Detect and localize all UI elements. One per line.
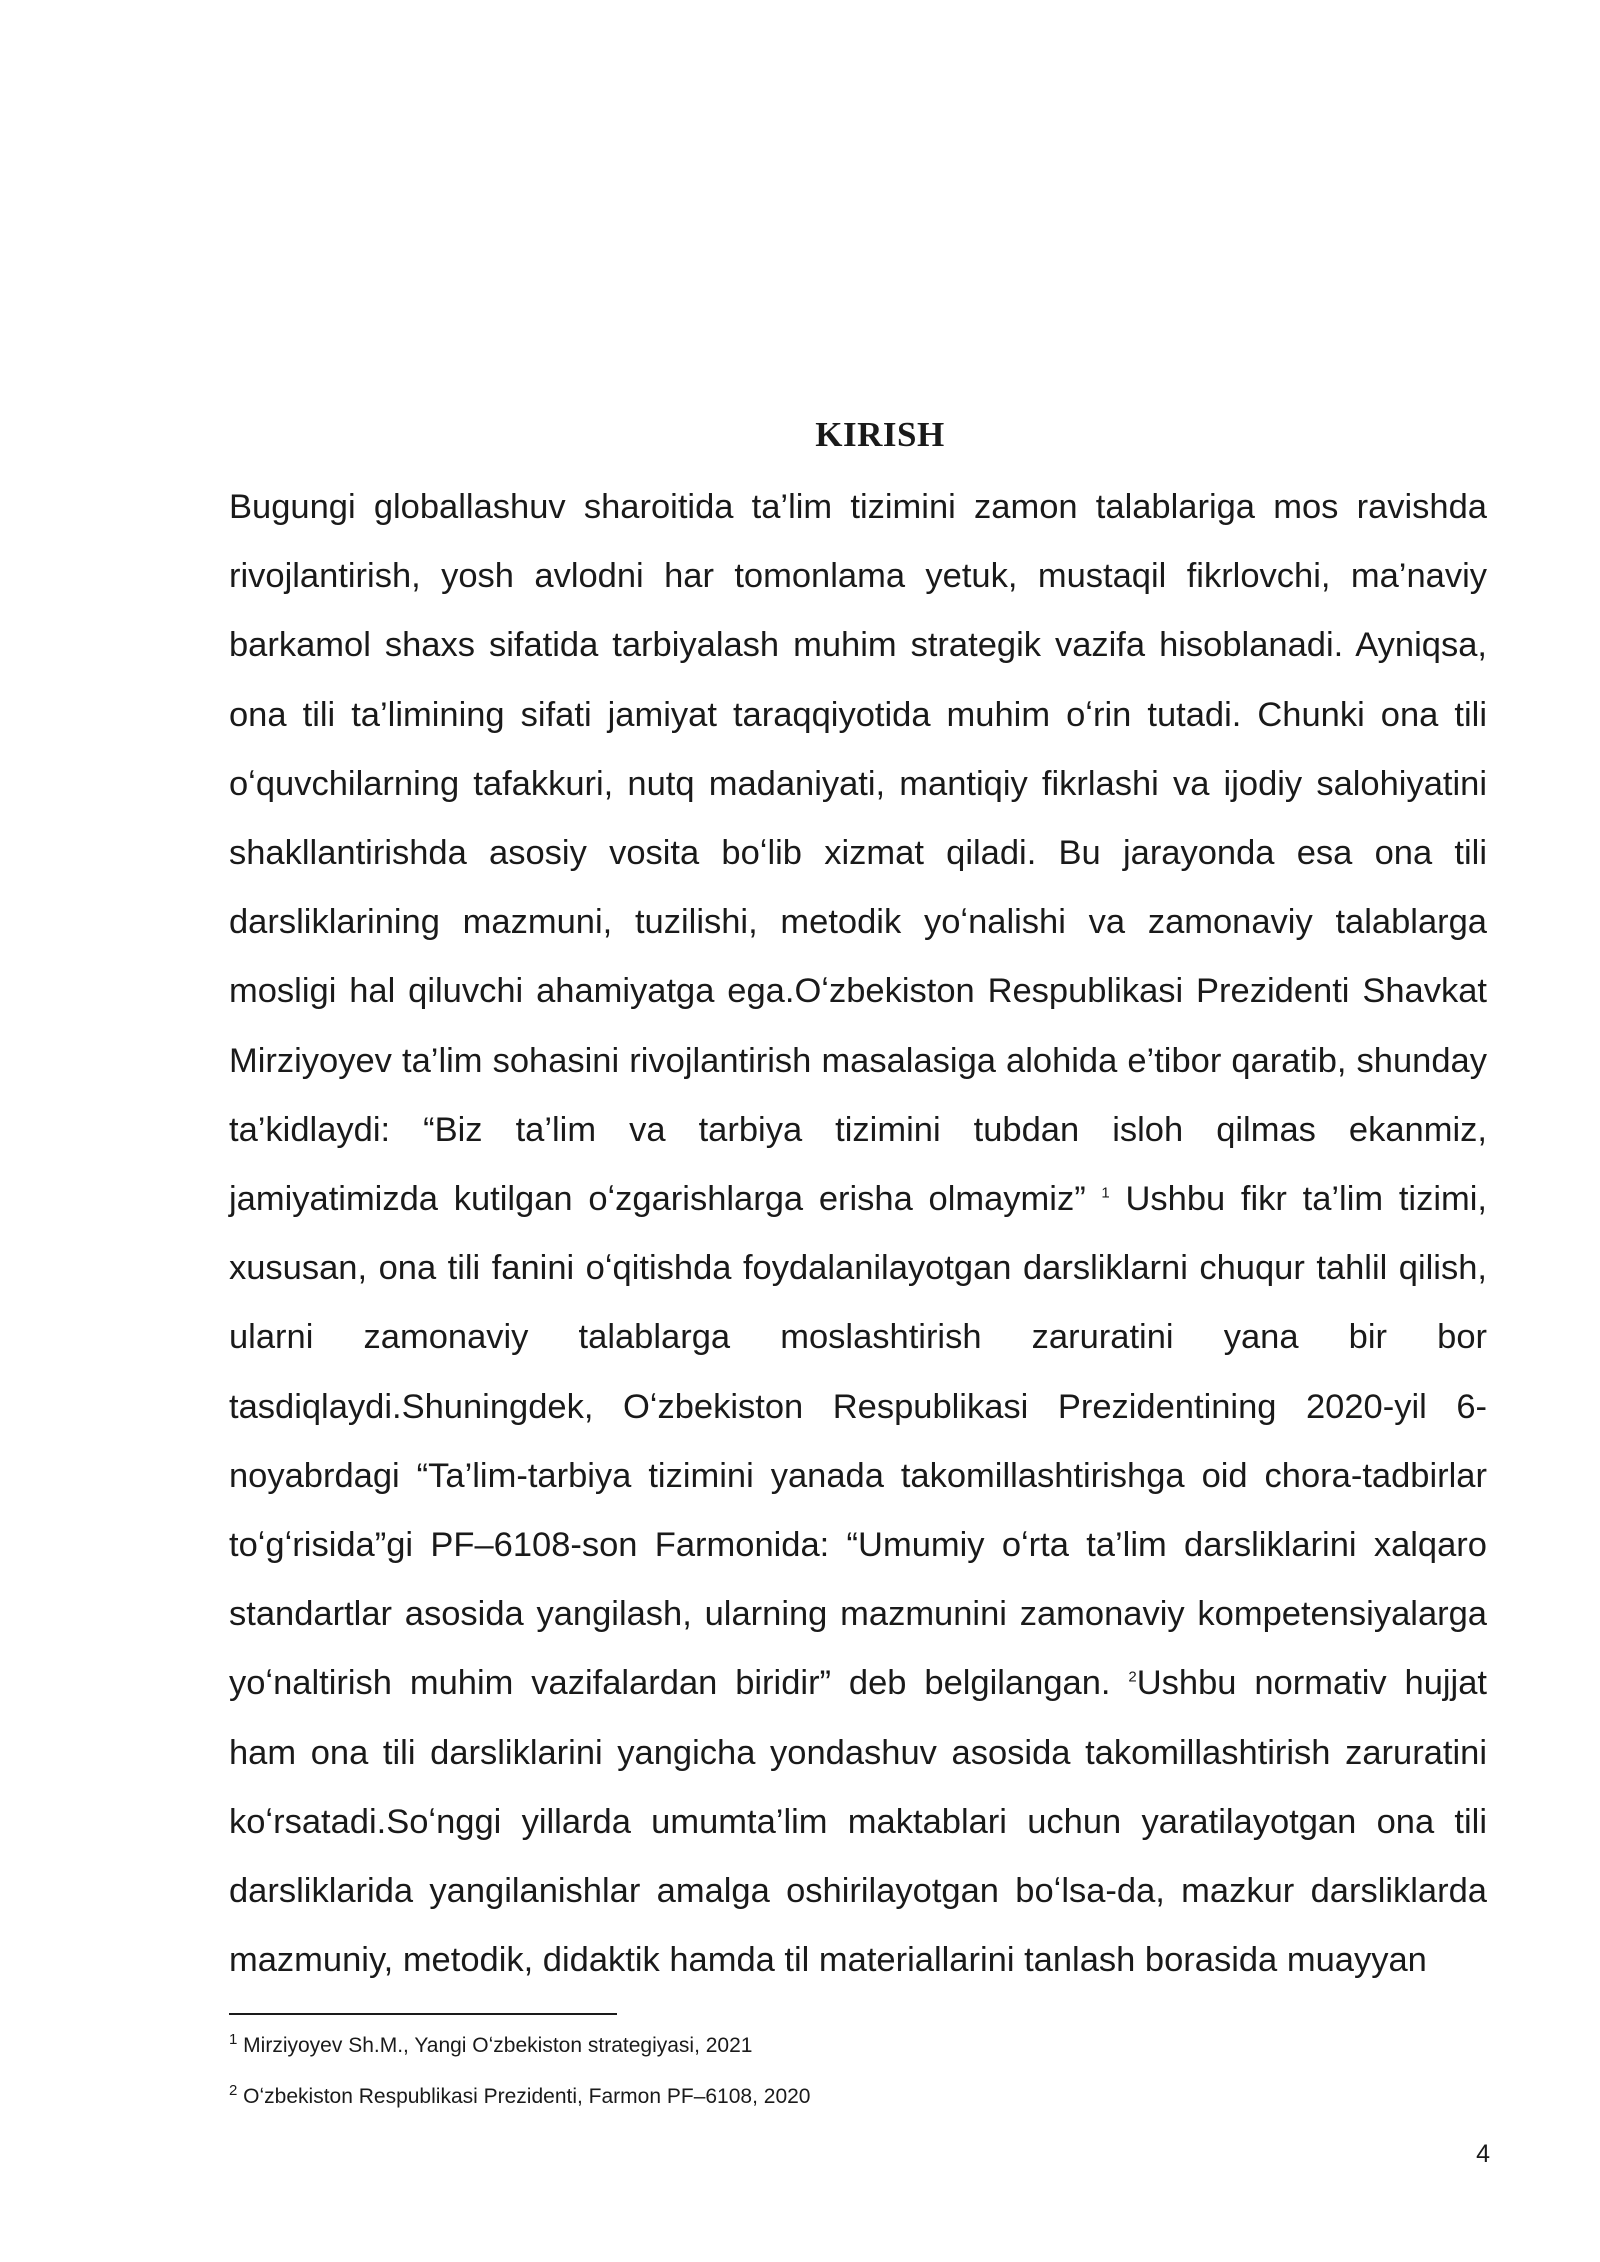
section-title: KIRISH (815, 415, 945, 454)
body-paragraph (229, 473, 1487, 1995)
footnote-reference-2[interactable]: 2 (1128, 1668, 1137, 1686)
paragraph-text-part-2: Ushbu fikr ta’lim tizimi, xususan, ona tili fanini oʻqitishda foydalanilayotgan darsliklarni chuqur tahlil qilish, ularni zamonaviy talablarga moslashtirish zaruratini yana bir bor tasdiqlaydi.Shuningdek, Oʻzbekiston Respublikasi Prezidentining 2020-yil 6-noyabrdagi “Ta’lim-tarbiya tizimini yanada takomillashtirishga oid chora-tadbirlar toʻgʻrisida”gi PF–6108-son Farmonida: “Umumiy oʻrta ta’lim darsliklarini xalqaro standartlar asosida yangilash, ularning mazmunini zamonaviy kompetensiyalarga yoʻnaltirish muhim vazifalardan biridir” deb belgilangan. (229, 1180, 1488, 1703)
footnote-reference-1[interactable]: 1 (1101, 1184, 1110, 1202)
paragraph-text-part-1: Bugungi globallashuv sharoitida ta’lim tizimini zamon talablariga mos ravishda rivojlantirish, yosh avlodni har tomonlama yetuk, mustaqil fikrlovchi, ma’naviy barkamol shaxs sifatida tarbiyalash muhim strategik vazifa hisoblanadi. Ayniqsa, ona tili ta’limining sifati jamiyat taraqqiyotida muhim oʻrin tutadi. Chunki ona tili oʻquvchilarning tafakkuri, nutq madaniyati, mantiqiy fikrlashi va ijodiy salohiyatini shakllantirishda asosiy vosita boʻlib xizmat qiladi. Bu jarayonda esa ona tili darsliklarining mazmuni, tuzilishi, metodik yoʻnalishi va zamonaviy talablarga mosligi hal qiluvchi ahamiyatga ega.Oʻzbekiston Respublikasi Prezidenti Shavkat Mirziyoyev ta’lim sohasini rivojlantirish masalasiga alohida e’tibor qaratib, shunday ta’kidlaydi: “Biz ta’lim va tarbiya tizimini tubdan isloh qilmas ekanmiz, jamiyatimizda kutilgan oʻzgarishlarga erisha olmaymiz” (229, 488, 1487, 1219)
page-number: 4 (1476, 2140, 1490, 2168)
footnote-1-mark: 1 (229, 2031, 238, 2048)
footnote-separator (229, 2013, 617, 2015)
paragraph-text-part-3: Ushbu normativ hujjat ham ona tili darsliklarini yangicha yondashuv asosida takomillashtirish zaruratini koʻrsatadi.Soʻnggi yillarda umumta’lim maktablari uchun yaratilayotgan ona tili darsliklarida yangilanishlar amalga oshirilayotgan boʻlsa-da, mazkur darsliklarda mazmuniy, metodik, didaktik hamda til materiallarini tanlash borasida muayyan (229, 1664, 1487, 1980)
footnote-2-mark: 2 (229, 2082, 238, 2099)
footnote-2-text: Oʻzbekiston Respublikasi Prezidenti, Farmon PF–6108, 2020 (237, 2085, 811, 2108)
footnote-1 (229, 2032, 752, 2060)
footnote-2 (229, 2083, 810, 2111)
footnote-1-text: Mirziyoyev Sh.M., Yangi Oʻzbekiston strategiyasi, 2021 (237, 2034, 753, 2057)
